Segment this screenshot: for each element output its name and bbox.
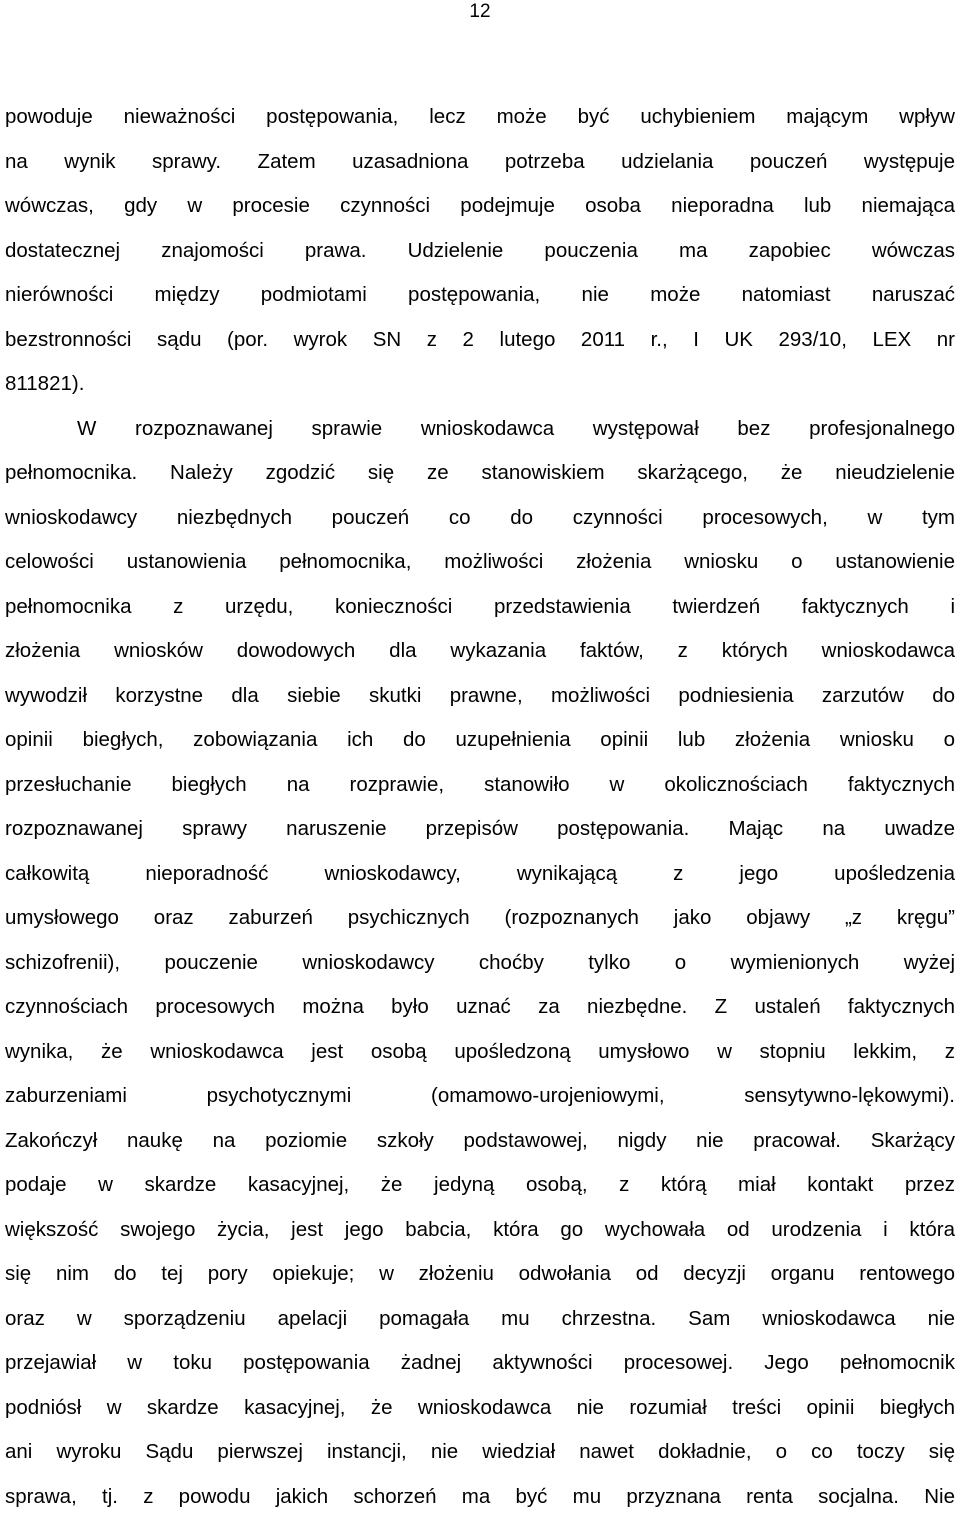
text-line: 811821). xyxy=(5,362,955,407)
text-line: wnioskodawcy niezbędnych pouczeń co do czynności procesowych, w tym xyxy=(5,496,955,541)
text-line: wówczas, gdy w procesie czynności podejmuje osoba nieporadna lub niemająca xyxy=(5,184,955,229)
text-line: bezstronności sądu (por. wyrok SN z 2 lutego 2011 r., I UK 293/10, LEX nr xyxy=(5,318,955,363)
text-line: na wynik sprawy. Zatem uzasadniona potrzeba udzielania pouczeń występuje xyxy=(5,140,955,185)
text-line: rozpoznawanej sprawy naruszenie przepisów postępowania. Mając na uwadze xyxy=(5,807,955,852)
text-line: się nim do tej pory opiekuje; w złożeniu odwołania od decyzji organu rentowego xyxy=(5,1252,955,1297)
text-line: czynnościach procesowych można było uznać za niezbędne. Z ustaleń faktycznych xyxy=(5,985,955,1030)
text-line: powoduje nieważności postępowania, lecz może być uchybieniem mającym wpływ xyxy=(5,95,955,140)
text-line: pełnomocnika z urzędu, konieczności przedstawienia twierdzeń faktycznych i xyxy=(5,585,955,630)
text-line: przejawiał w toku postępowania żadnej aktywności procesowej. Jego pełnomocnik xyxy=(5,1341,955,1386)
text-line: wywodził korzystne dla siebie skutki prawne, możliwości podniesienia zarzutów do xyxy=(5,674,955,719)
text-line: podaje w skardze kasacyjnej, że jedyną osobą, z którą miał kontakt przez xyxy=(5,1163,955,1208)
text-line: zaburzeniami psychotycznymi (omamowo-urojeniowymi, sensytywno-lękowymi). xyxy=(5,1074,955,1119)
text-line: Zakończył naukę na poziomie szkoły podstawowej, nigdy nie pracował. Skarżący xyxy=(5,1119,955,1164)
text-line: oraz w sporządzeniu apelacji pomagała mu chrzestna. Sam wnioskodawca nie xyxy=(5,1297,955,1342)
text-line: złożenia wniosków dowodowych dla wykazania faktów, z których wnioskodawca xyxy=(5,629,955,674)
text-line: opinii biegłych, zobowiązania ich do uzupełnienia opinii lub złożenia wniosku o xyxy=(5,718,955,763)
text-line: schizofrenii), pouczenie wnioskodawcy choćby tylko o wymienionych wyżej xyxy=(5,941,955,986)
paragraph-first-line: W rozpoznawanej sprawie wnioskodawca występował bez profesjonalnego xyxy=(5,407,955,452)
text-line: całkowitą nieporadność wnioskodawcy, wynikającą z jego upośledzenia xyxy=(5,852,955,897)
text-line: wynika, że wnioskodawca jest osobą upośledzoną umysłowo w stopniu lekkim, z xyxy=(5,1030,955,1075)
text-line: przesłuchanie biegłych na rozprawie, stanowiło w okolicznościach faktycznych xyxy=(5,763,955,808)
page-number: 12 xyxy=(0,0,960,24)
text-line: ani wyroku Sądu pierwszej instancji, nie wiedział nawet dokładnie, o co toczy się xyxy=(5,1430,955,1475)
text-line: sprawa, tj. z powodu jakich schorzeń ma być mu przyznana renta socjalna. Nie xyxy=(5,1475,955,1519)
text-line: celowości ustanowienia pełnomocnika, możliwości złożenia wniosku o ustanowienie xyxy=(5,540,955,585)
document-body xyxy=(5,95,955,1519)
text-line: umysłowego oraz zaburzeń psychicznych (rozpoznanych jako objawy „z kręgu” xyxy=(5,896,955,941)
text-line: większość swojego życia, jest jego babcia, która go wychowała od urodzenia i która xyxy=(5,1208,955,1253)
text-line: nierówności między podmiotami postępowania, nie może natomiast naruszać xyxy=(5,273,955,318)
text-line: podniósł w skardze kasacyjnej, że wnioskodawca nie rozumiał treści opinii biegłych xyxy=(5,1386,955,1431)
text-line: pełnomocnika. Należy zgodzić się ze stanowiskiem skarżącego, że nieudzielenie xyxy=(5,451,955,496)
text-line: dostatecznej znajomości prawa. Udzielenie pouczenia ma zapobiec wówczas xyxy=(5,229,955,274)
